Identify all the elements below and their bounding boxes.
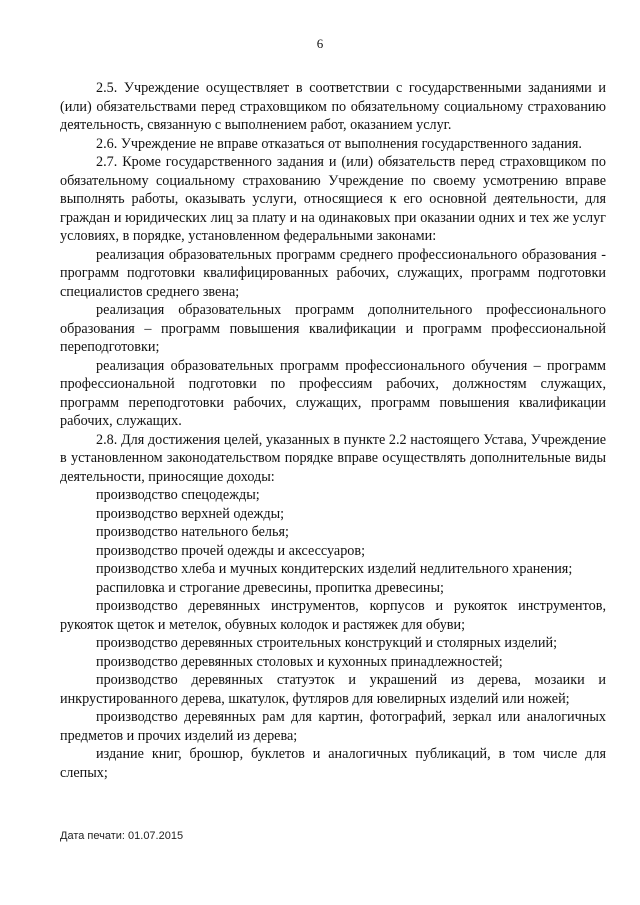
list-item: производство деревянных инструментов, корпусов и рукояток инструментов, рукояток щеток и метелок, обувных колодок и растяжек для обуви; bbox=[60, 598, 606, 633]
paragraph-2-7: 2.7. Кроме государственного задания и (или) обязательств перед страховщиком по обязательному социальному страхованию Учреждение по своему усмотрению вправе выполнять работы, оказывать услуги, относящиеся к его основной деятельности, для граждан и юридических лиц за плату и на одинаковых при оказании одних и тех же услуг условиях, в порядке, установленном федеральными законами: bbox=[60, 154, 606, 244]
paragraph-2-5: 2.5. Учреждение осуществляет в соответствии с государственными заданиями и (или) обязательствами перед страховщиком по обязательному социальному страхованию деятельность, связанную с выполнением работ, оказанием услуг. bbox=[60, 80, 606, 133]
list-item: распиловка и строгание древесины, пропитка древесины; bbox=[96, 579, 444, 596]
list-item: реализация образовательных программ среднего профессионального образования - программ подготовки квалифицированных рабочих, служащих, программ подготовки специалистов среднего звена; bbox=[60, 246, 606, 300]
paragraph-2-6: 2.6. Учреждение не вправе отказаться от выполнения государственного задания. bbox=[96, 135, 582, 152]
list-item: производство нательного белья; bbox=[96, 524, 289, 540]
list-item: реализация образовательных программ дополнительного профессионального образования – программ повышения квалификации и программ профессиональной переподготовки; bbox=[60, 302, 606, 355]
list-item: производство хлеба и мучных кондитерских изделий недлительного хранения; bbox=[96, 561, 573, 577]
list-item: производство деревянных строительных конструкций и столярных изделий; bbox=[96, 635, 558, 651]
list-item: издание книг, брошюр, буклетов и аналогичных публикаций, в том числе для слепых; bbox=[60, 746, 606, 781]
list-item: реализация образовательных программ профессионального обучения – программ профессиональной подготовки по профессиям рабочих, должностям служащих, программ переподготовки рабочих, служащих, программ повышения квалификации рабочих, служащих. bbox=[60, 357, 606, 429]
paragraph-2-8: 2.8. Для достижения целей, указанных в пункте 2.2 настоящего Устава, Учреждение в установленном законодательством порядке вправе осуществлять дополнительные виды деятельности, приносящие доходы: bbox=[60, 431, 606, 485]
document-body bbox=[60, 79, 606, 782]
list-item: производство деревянных столовых и кухонных принадлежностей; bbox=[96, 653, 503, 670]
list-item: производство деревянных рам для картин, фотографий, зеркал или аналогичных предметов и прочих изделий из дерева; bbox=[60, 709, 606, 744]
page-number: 6 bbox=[316, 36, 324, 51]
list-item: производство деревянных статуэток и украшений из дерева, мозаики и инкрустированного дерева, шкатулок, футляров для ювелирных изделий или ножей; bbox=[60, 672, 606, 707]
list-item: производство спецодежды; bbox=[96, 487, 260, 503]
list-item: производство верхней одежды; bbox=[96, 505, 285, 522]
print-date-footer: Дата печати: 01.07.2015 bbox=[60, 830, 184, 842]
list-item: производство прочей одежды и аксессуаров; bbox=[96, 542, 366, 559]
